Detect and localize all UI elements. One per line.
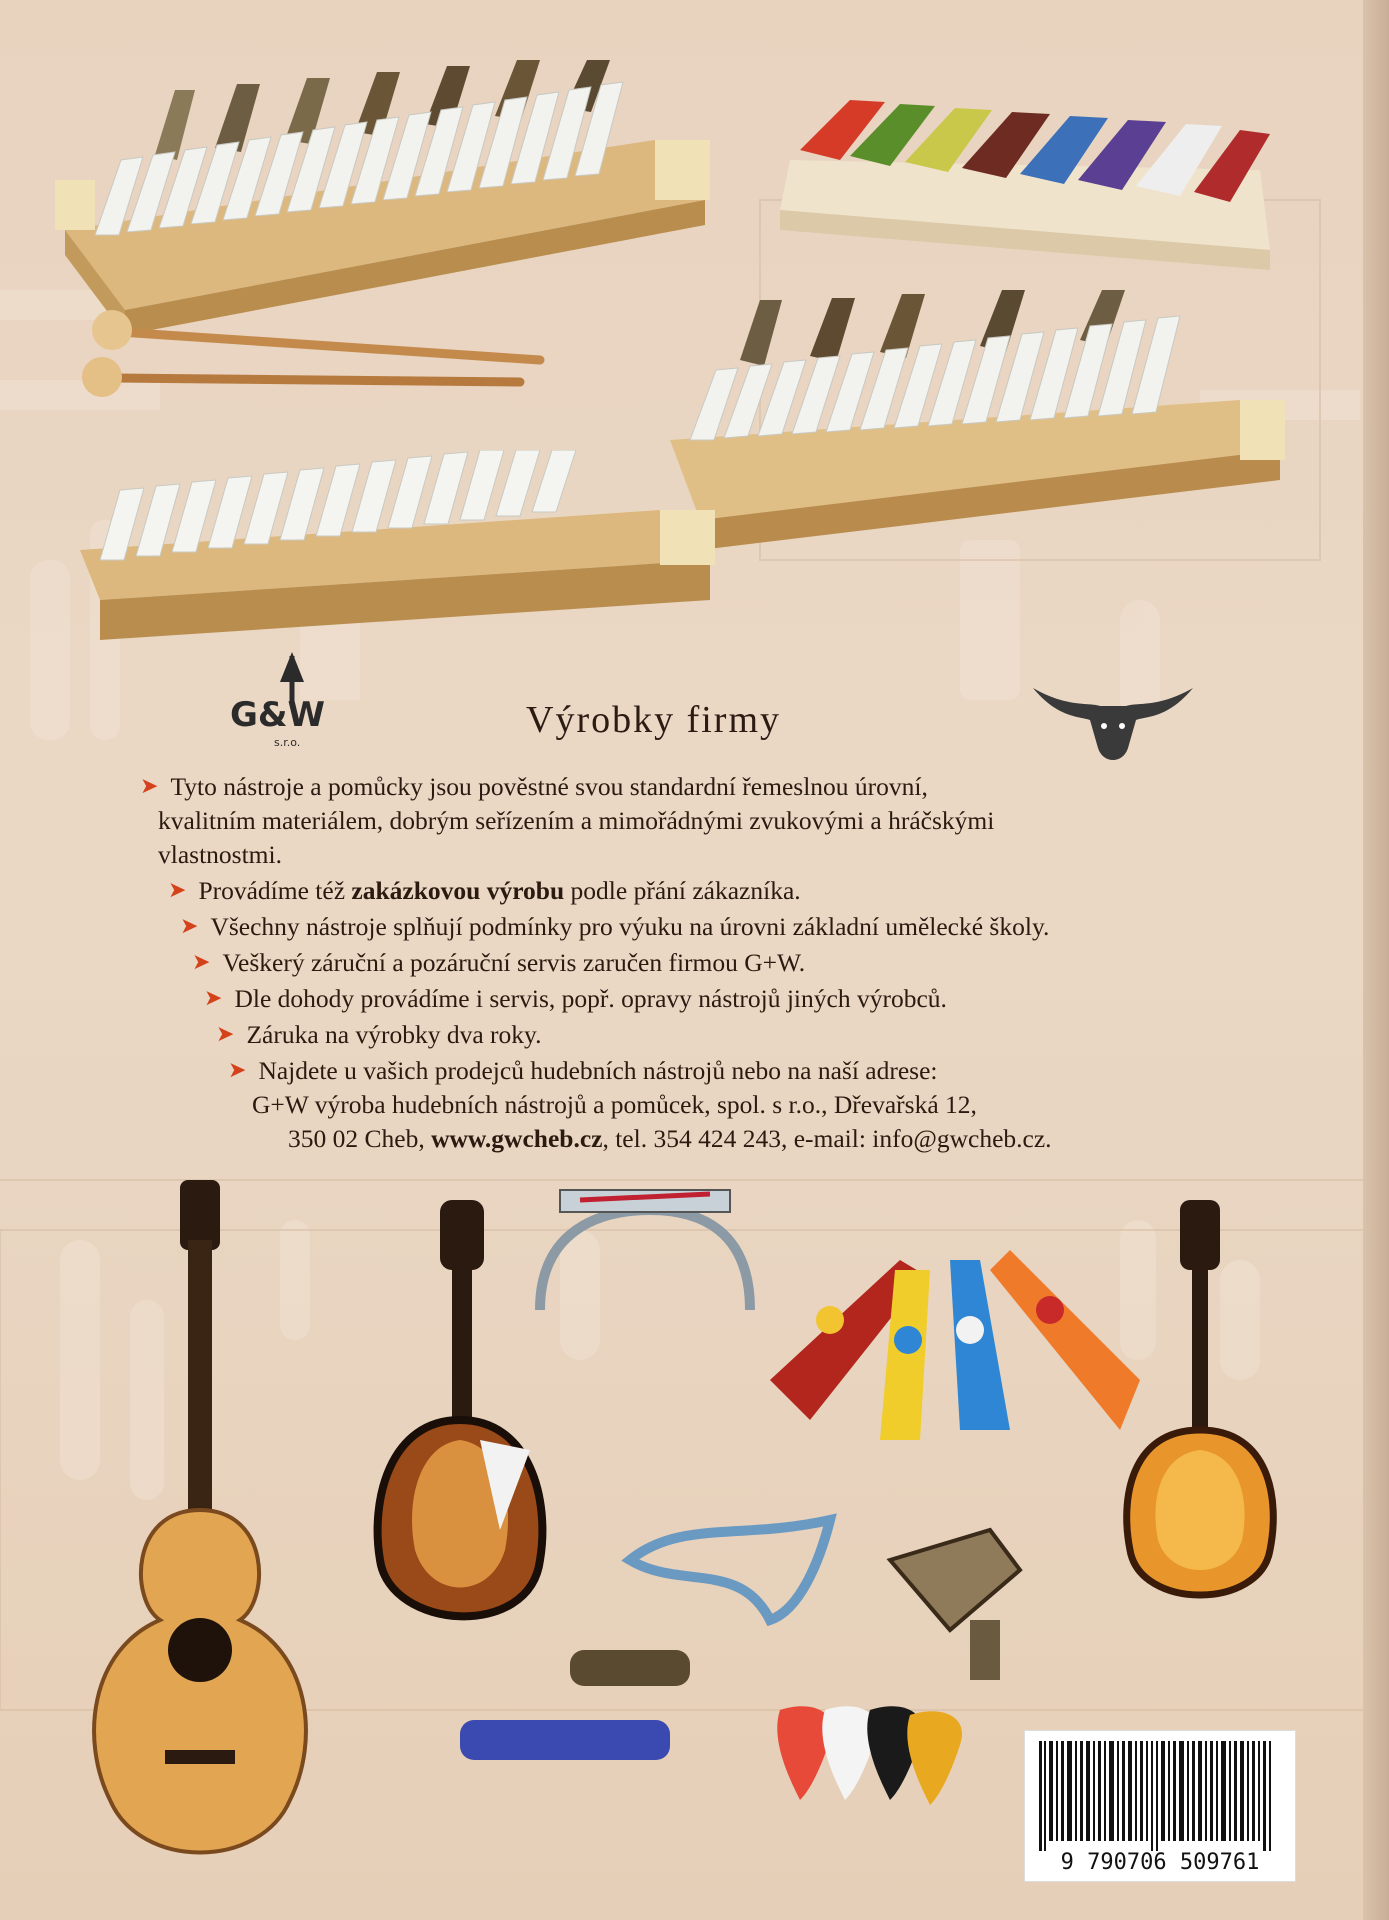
- kazoos: [760, 1230, 1160, 1450]
- list-item: ➤ Najdete u vašich prodejců hudebních nástrojů nebo na naší adrese:: [228, 1054, 938, 1089]
- list-item-continuation: vlastnostmi.: [158, 840, 282, 869]
- acoustic-guitar: [70, 1180, 330, 1870]
- harmonica-holder: [520, 1170, 770, 1370]
- glockenspiel-colored: [770, 80, 1280, 270]
- glockenspiel-chromatic-medium: [660, 290, 1300, 590]
- mandolin-f-style: [1110, 1200, 1290, 1620]
- list-item: ➤ Dle dohody provádíme i servis, popř. opravy nástrojů jiných výrobců.: [204, 982, 947, 1017]
- glockenspiel-chromatic-large: [55, 60, 735, 350]
- list-item: ➤ Provádíme též zakázkovou výrobu podle přání zákazníka.: [168, 874, 801, 909]
- arrow-icon: ➤: [140, 773, 159, 798]
- list-item-continuation: kvalitním materiálem, dobrým seřízením a mimořádnými zvukovými a hráčskými: [158, 806, 995, 835]
- arrow-icon: ➤: [180, 913, 199, 938]
- book-spine-edge: [1363, 0, 1389, 1920]
- website-link: www.gwcheb.cz: [431, 1124, 603, 1153]
- gw-logo-text: G&W: [230, 695, 326, 735]
- mallets: [80, 310, 550, 400]
- guitar-picks: [770, 1700, 970, 1810]
- list-item: ➤ Veškerý záruční a pozáruční servis zaručen firmou G+W.: [192, 946, 805, 981]
- address-line: G+W výroba hudebních nástrojů a pomůcek, spol. s r.o., Dřevařská 12,: [252, 1090, 977, 1119]
- page-title: Výrobky firmy: [526, 699, 782, 741]
- contact-line: 350 02 Cheb, www.gwcheb.cz, tel. 354 424 243, e-mail: info@gwcheb.cz.: [288, 1124, 1052, 1153]
- arrow-icon: ➤: [192, 949, 211, 974]
- gw-logo: [222, 652, 342, 752]
- barcode-bars: [1025, 1731, 1295, 1881]
- barcode: [1024, 1730, 1296, 1882]
- capo-strap: [460, 1640, 710, 1800]
- arrow-icon: ➤: [228, 1057, 247, 1082]
- list-item: ➤ Tyto nástroje a pomůcky jsou pověstné svou standardní řemeslnou úrovní,: [140, 770, 928, 805]
- arrow-icon: ➤: [204, 985, 223, 1010]
- bull-logo-icon: [1028, 668, 1198, 768]
- capo: [870, 1510, 1040, 1690]
- arrow-icon: ➤: [216, 1021, 235, 1046]
- barcode-number: 9 790706 509761: [1060, 1850, 1260, 1875]
- arrow-icon: ➤: [168, 877, 187, 902]
- list-item: ➤ Záruka na výrobky dva roky.: [216, 1018, 541, 1053]
- gw-logo-sub: s.r.o.: [274, 736, 301, 749]
- jaw-harp: [620, 1500, 850, 1630]
- glockenspiel-diatonic: [60, 450, 750, 650]
- list-item: ➤ Všechny nástroje splňují podmínky pro výuku na úrovni základní umělecké školy.: [180, 910, 1049, 945]
